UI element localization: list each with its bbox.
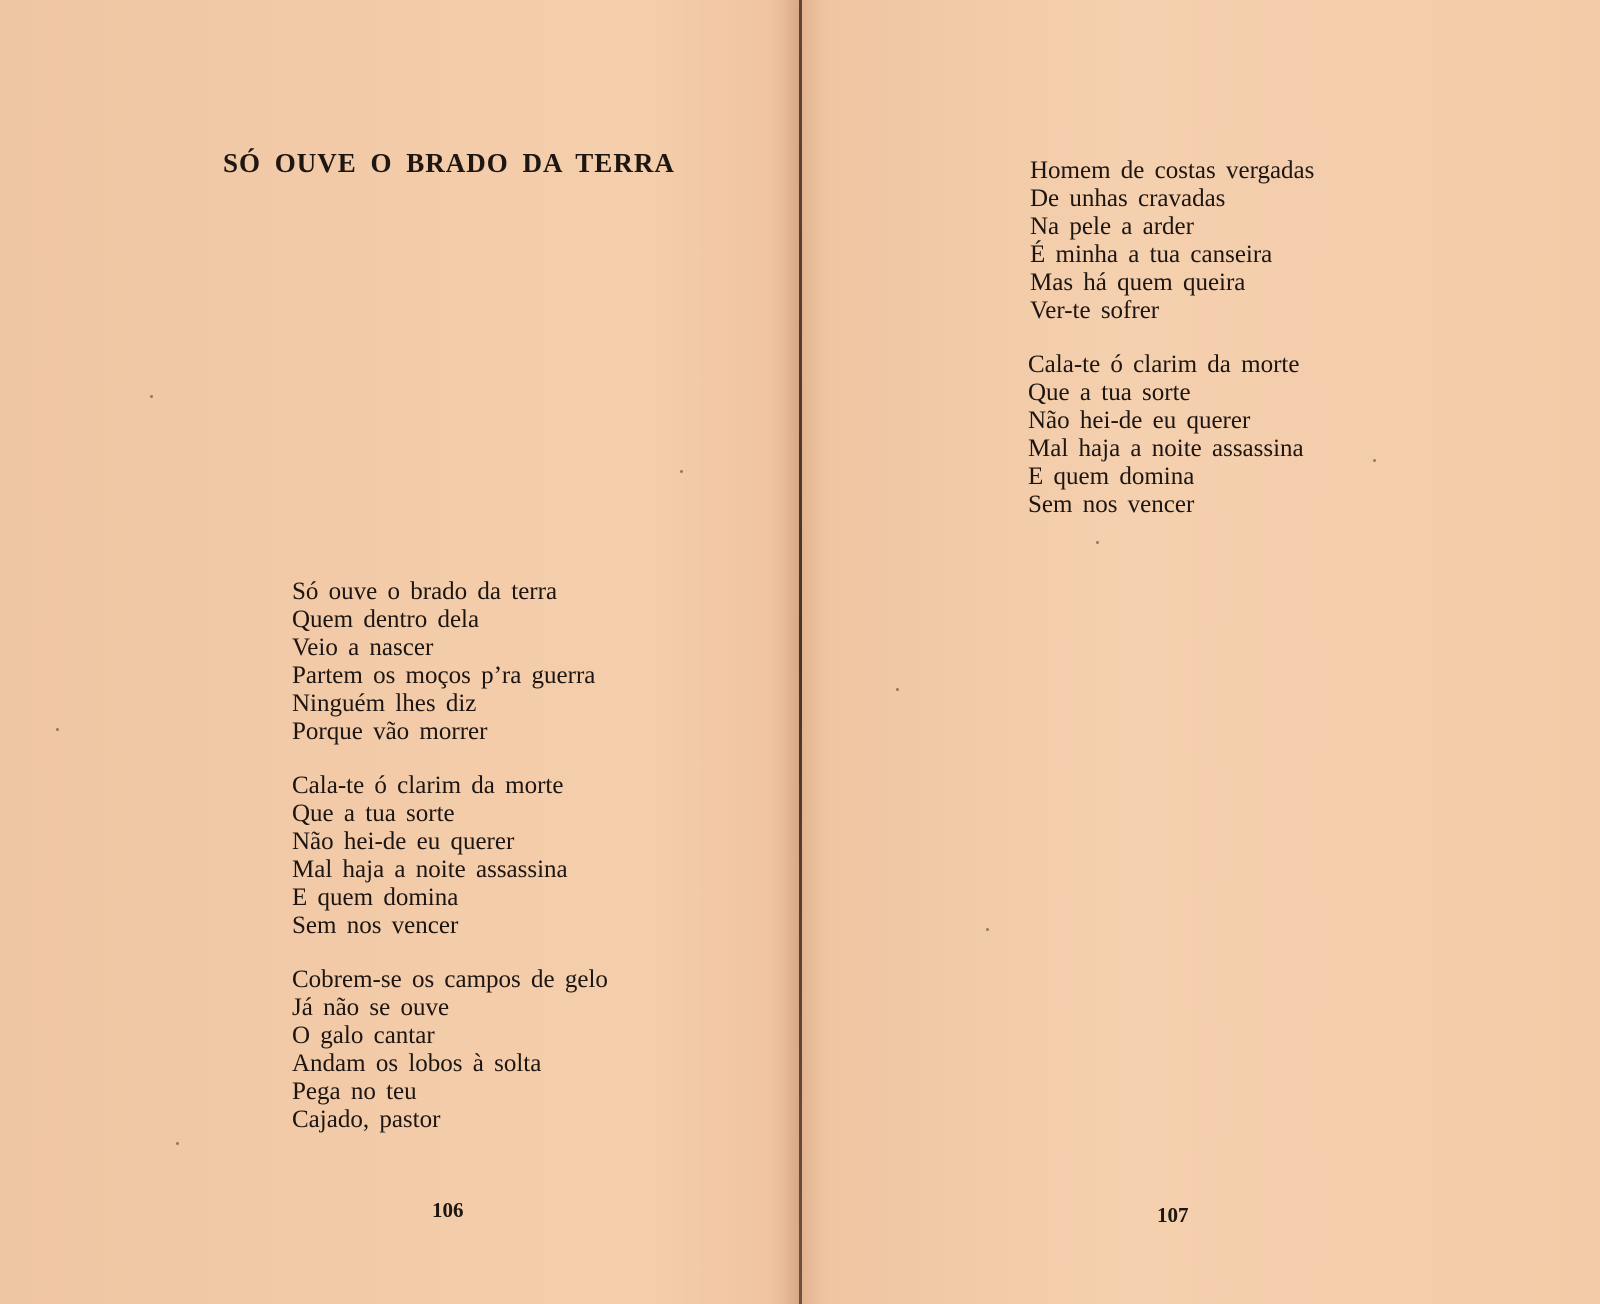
poem-line: Ninguém lhes diz [292,690,477,717]
paper-speck [1373,459,1376,462]
poem-line: Cala-te ó clarim da morte [1028,351,1300,378]
poem-line: Porque vão morrer [292,718,488,745]
poem-line: Mal haja a noite assassina [292,856,568,883]
paper-speck [150,395,153,398]
poem-line: Não hei-de eu querer [1028,407,1251,434]
paper-speck [986,928,989,931]
page-number: 107 [1157,1203,1189,1227]
poem-line: Ver-te sofrer [1030,297,1160,324]
poem-line: Homem de costas vergadas [1030,157,1315,184]
poem-line: Sem nos vencer [1028,491,1195,518]
left-stanza-2 [292,772,568,940]
poem-line: Cala-te ó clarim da morte [292,772,564,799]
right-stanza-2 [1028,351,1304,519]
poem-line: É minha a tua canseira [1030,241,1273,268]
poem-line: Na pele a arder [1030,213,1194,240]
right-stanza-1 [1030,157,1314,325]
left-stanza-1 [292,578,595,746]
poem-line: Veio a nascer [292,634,434,661]
poem-line: Que a tua sorte [292,800,455,827]
poem-line: Cobrem-se os campos de gelo [292,966,608,993]
poem-line: Cajado, pastor [292,1106,441,1133]
poem-line: Quem dentro dela [292,606,480,633]
paper-speck [56,728,59,731]
poem-line: E quem domina [292,884,459,911]
poem-line: De unhas cravadas [1030,185,1226,212]
poem-line: Só ouve o brado da terra [292,578,558,605]
paper-speck [176,1142,179,1145]
paper-speck [896,688,899,691]
right-page [800,0,1600,1304]
poem-line: Sem nos vencer [292,912,459,939]
left-stanza-3 [292,966,608,1134]
paper-speck [1096,541,1099,544]
poem-line: Mal haja a noite assassina [1028,435,1304,462]
poem-line: Pega no teu [292,1078,417,1105]
poem-title: SÓ OUVE O BRADO DA TERRA [223,148,675,178]
poem-line: Que a tua sorte [1028,379,1191,406]
poem-line: O galo cantar [292,1022,435,1049]
paper-speck [680,470,683,473]
poem-line: Andam os lobos à solta [292,1050,542,1077]
poem-line: Não hei-de eu querer [292,828,515,855]
page-number: 106 [432,1198,464,1222]
poem-line: Mas há quem queira [1030,269,1246,296]
poem-line: Partem os moços p’ra guerra [292,662,596,689]
poem-line: E quem domina [1028,463,1195,490]
poem-line: Já não se ouve [292,994,450,1021]
